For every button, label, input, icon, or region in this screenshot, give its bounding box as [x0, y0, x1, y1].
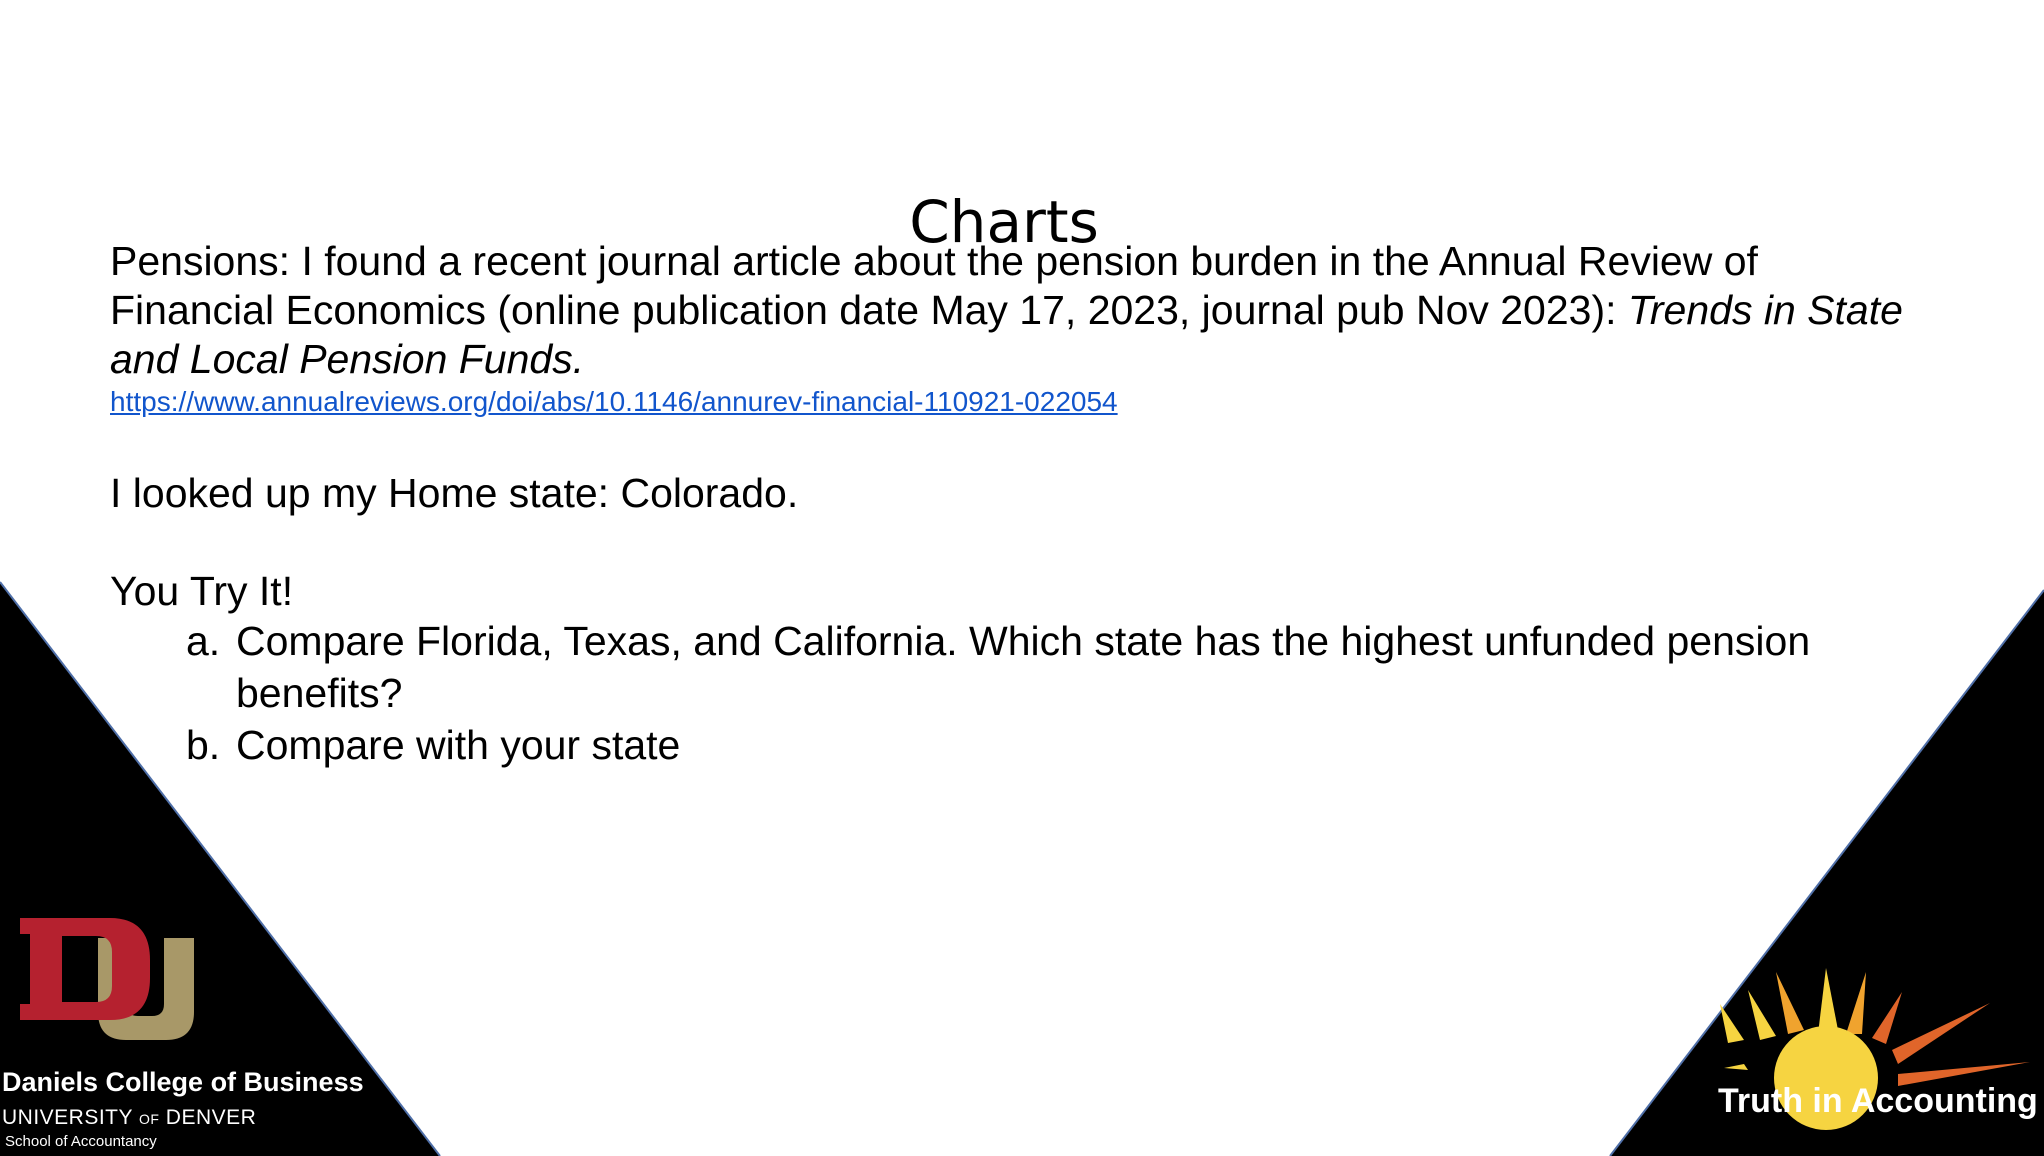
daniels-college-name: Daniels College of Business [2, 1067, 364, 1097]
university-word: UNIVERSITY [2, 1106, 133, 1129]
university-of-denver [2, 1106, 256, 1130]
denver-word: DENVER [165, 1106, 257, 1129]
try-it-heading: You Try It! [110, 568, 294, 614]
university-of-word: OF [139, 1111, 160, 1127]
truth-in-accounting-name: Truth in Accounting [1718, 1082, 2038, 1120]
home-state-text: I looked up my Home state: Colorado. [110, 470, 799, 516]
list-marker: b. [186, 722, 221, 768]
list-item [186, 719, 1906, 771]
list-item [186, 615, 1906, 719]
list-item-text: Compare with your state [236, 722, 681, 768]
article-link[interactable]: https://www.annualreviews.org/doi/abs/10.1146/annurev-financial-110921-022054 [110, 386, 1118, 417]
article-title: Trends in State and Local Pension Funds. [110, 287, 1903, 382]
pensions-text: Pensions: I found a recent journal article about the pension burden in the Annual Review of Financial Economics (online publication date May 17, 2023, journal pub Nov 2023): [110, 238, 1758, 333]
pensions-paragraph [110, 237, 1910, 384]
slide-title: Charts [909, 187, 1099, 256]
school-of-accountancy: School of Accountancy [5, 1133, 157, 1150]
list-marker: a. [186, 618, 221, 664]
list-item-text: Compare Florida, Texas, and California. Which state has the highest unfunded pension benefits? [236, 618, 1811, 716]
